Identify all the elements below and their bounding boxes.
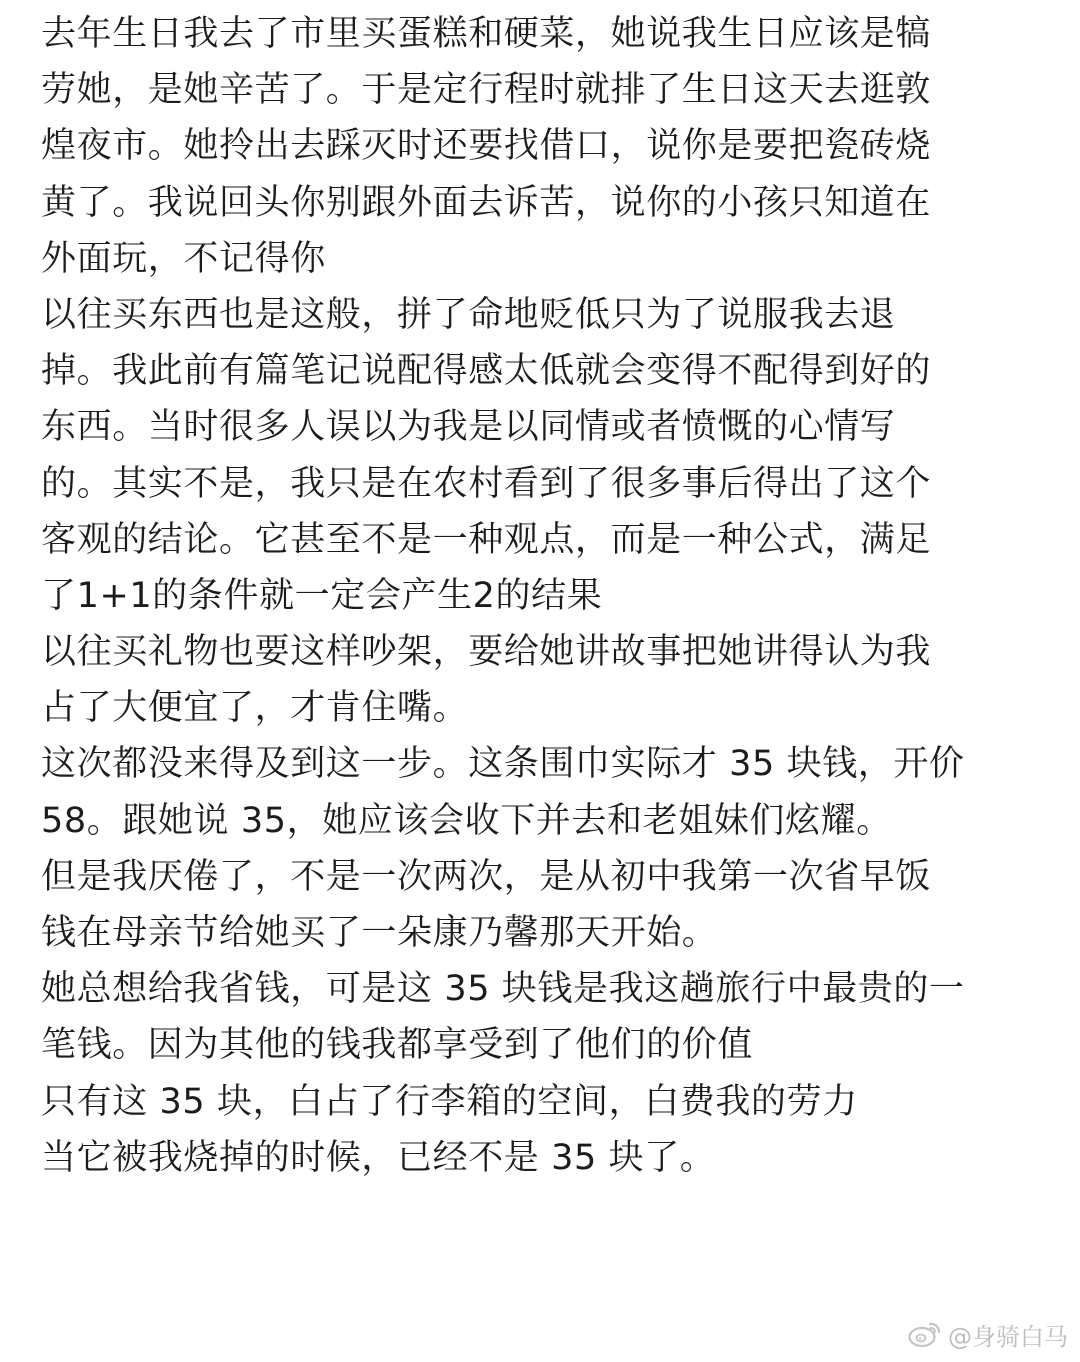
text-line: 的。其实不是，我只是在农村看到了很多事后得出了这个 — [41, 463, 932, 504]
text-line: 去年生日我去了市里买蛋糕和硬菜，她说我生日应该是犒 — [41, 14, 932, 54]
text-line: 煌夜市。她拎出去踩灭时还要找借口，说你是要把瓷砖烧 — [41, 126, 932, 167]
text-line: 以往买礼物也要这样吵架，要给她讲故事把她讲得认为我 — [41, 632, 932, 673]
text-line: 这次都没来得及到这一步。这条围巾实际才 35 块钱，开价 — [41, 744, 965, 785]
weibo-watermark — [908, 1316, 1068, 1352]
text-line: 她总想给我省钱，可是这 35 块钱是我这趟旅行中最贵的一 — [41, 969, 965, 1010]
text-line: 笔钱。因为其他的钱我都享受到了他们的价值 — [41, 1025, 754, 1066]
watermark-handle: @身骑白马 — [948, 1322, 1068, 1351]
text-line: 58。跟她说 35，她应该会收下并去和老姐妹们炫耀。 — [41, 800, 892, 841]
text-line: 只有这 35 块，白占了行李箱的空间，白费我的劳力 — [41, 1081, 858, 1122]
text-line: 掉。我此前有篇笔记说配得感太低就会变得不配得到好的 — [41, 351, 932, 392]
text-line: 以往买东西也是这般，拼了命地贬低只为了说服我去退 — [41, 294, 896, 335]
text-line: 外面玩，不记得你 — [41, 238, 326, 279]
text-line: 钱在母亲节给她买了一朵康乃馨那天开始。 — [41, 913, 718, 953]
text-line: 但是我厌倦了，不是一次两次，是从初中我第一次省早饭 — [41, 856, 932, 897]
text-line: 劳她，是她辛苦了。于是定行程时就排了生日这天去逛敦 — [41, 70, 932, 111]
text-line: 黄了。我说回头你别跟外面去诉苦，说你的小孩只知道在 — [41, 182, 932, 223]
weibo-logo-icon — [908, 1320, 942, 1348]
text-line: 客观的结论。它甚至不是一种观点，而是一种公式，满足 — [41, 519, 932, 560]
text-line: 当它被我烧掉的时候，已经不是 35 块了。 — [41, 1137, 716, 1178]
article-text — [41, 6, 1051, 1186]
text-line: 东西。当时很多人误以为我是以同情或者愤慨的心情写 — [41, 407, 896, 448]
text-line: 占了大便宜了，才肯住嘴。 — [41, 688, 469, 729]
text-line: 了1+1的条件就一定会产生2的结果 — [41, 575, 603, 616]
